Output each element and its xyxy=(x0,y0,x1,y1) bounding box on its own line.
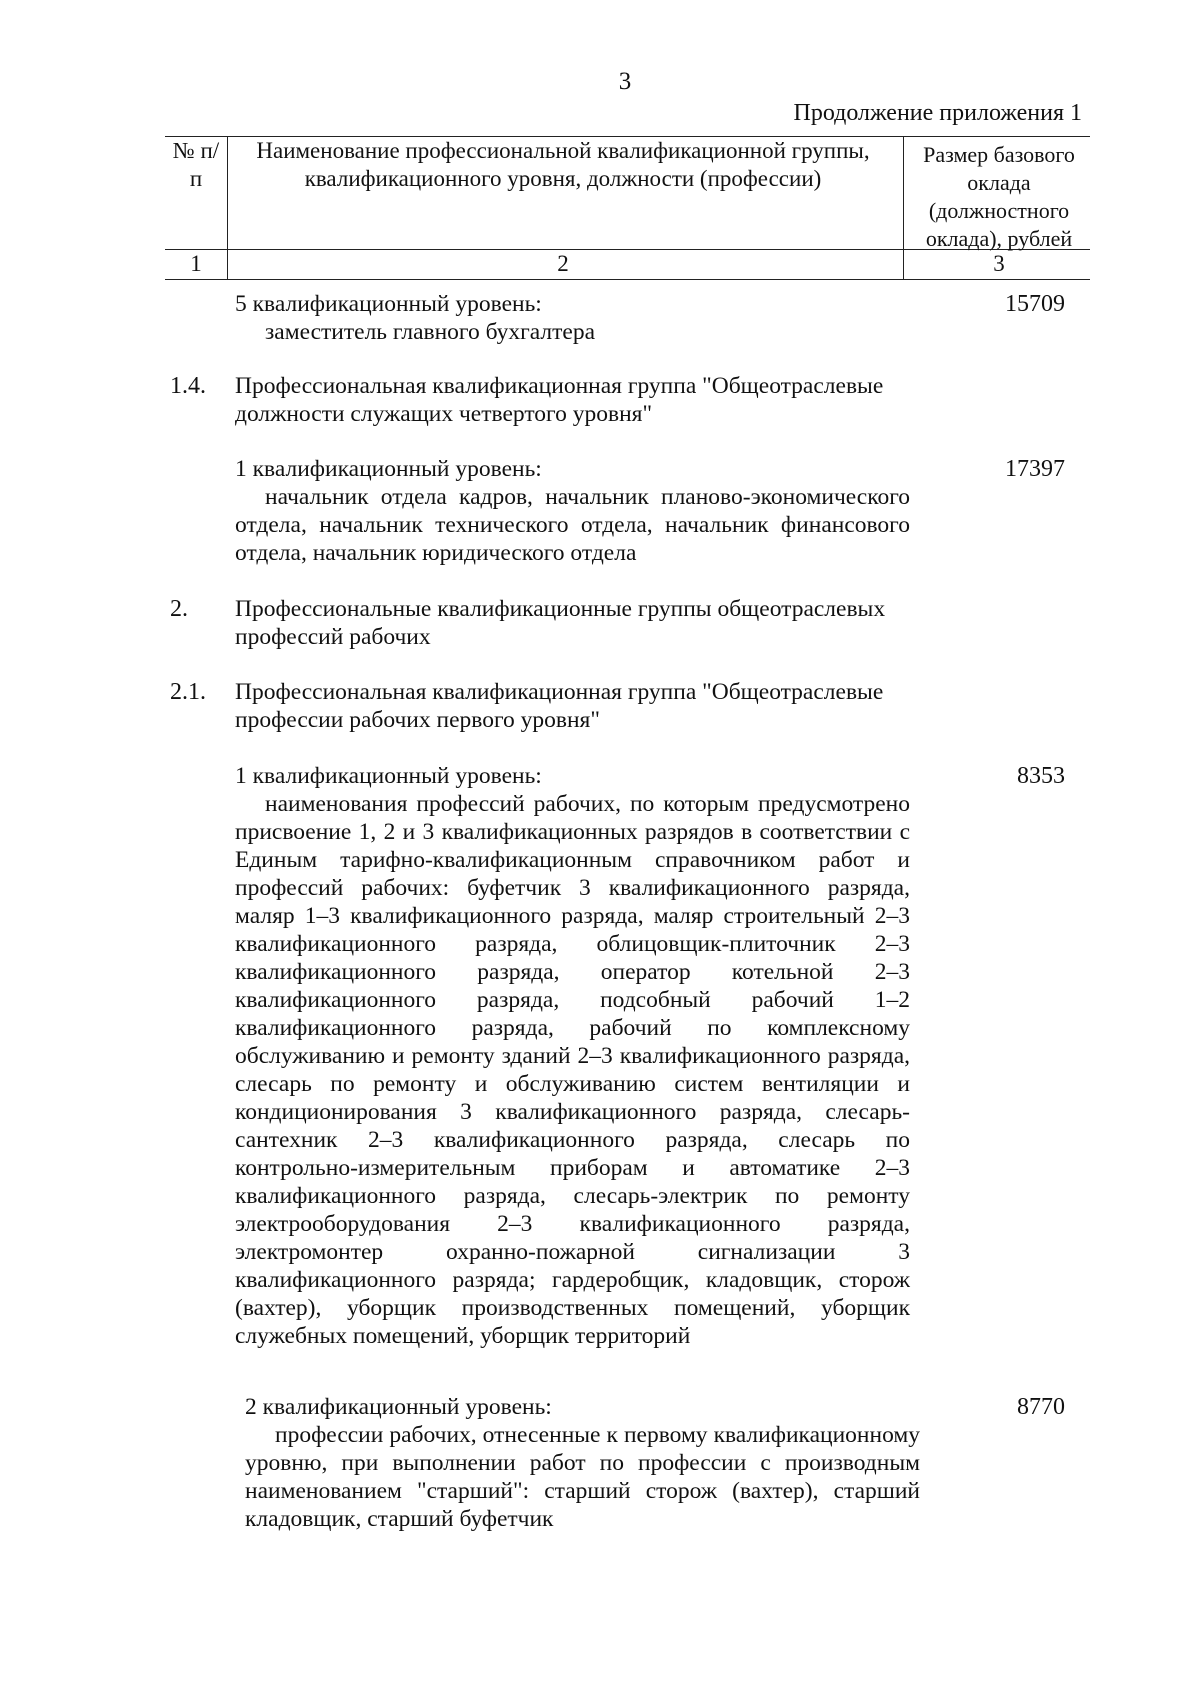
continuation-note: Продолжение приложения 1 xyxy=(793,100,1082,126)
group-title: Профессиональные квалификационные группы общеотраслевых профессий рабочих xyxy=(235,596,886,650)
entry-level xyxy=(235,455,910,567)
level-title: 1 квалификационный уровень: xyxy=(235,763,542,789)
entry-level xyxy=(245,1393,920,1533)
section-number: 1.4. xyxy=(170,373,206,399)
positions-text: начальник отдела кадров, начальник планово-экономического отдела, начальник технического отдела, начальник финансового отдела, начальник юридического отдела xyxy=(235,484,910,566)
header-col3-title: Размер базового оклада (должностного оклада), рублей xyxy=(923,142,1075,251)
positions-text: заместитель главного бухгалтера xyxy=(265,319,596,345)
entry-level xyxy=(235,762,910,1350)
header-col3-num: 3 xyxy=(993,251,1005,276)
group-title: Профессиональная квалификационная группа "Общеотраслевые должности служащих четвертого уровня" xyxy=(235,373,884,427)
page-number: 3 xyxy=(618,68,632,95)
header-col1-title: № п/п xyxy=(172,138,220,191)
section-number: 2.1. xyxy=(170,679,206,705)
header-col2-num: 2 xyxy=(557,251,569,276)
header-col2-title: Наименование профессиональной квалификационной группы, квалификационного уровня, должности (профессии) xyxy=(256,138,870,191)
level-title: 2 квалификационный уровень: xyxy=(245,1394,552,1420)
group-title: Профессиональная квалификационная группа "Общеотраслевые профессии рабочих первого уровня" xyxy=(235,679,884,733)
level-title: 5 квалификационный уровень: xyxy=(235,291,542,317)
header-col1-num: 1 xyxy=(190,251,202,276)
positions-text: профессии рабочих, отнесенные к первому квалификационному уровню, при выполнении работ по профессии с производным наименованием "старший": старший сторож (вахтер), старший кладовщик, старший буфетчик xyxy=(245,1422,920,1532)
salary-value: 15709 xyxy=(1005,291,1065,317)
section-number: 2. xyxy=(170,596,188,622)
entry-level xyxy=(235,290,910,346)
salary-value: 8353 xyxy=(1017,763,1065,789)
level-title: 1 квалификационный уровень: xyxy=(235,456,542,482)
salary-value: 17397 xyxy=(1005,456,1065,482)
salary-value: 8770 xyxy=(1017,1394,1065,1420)
table-header xyxy=(165,136,1090,280)
positions-text: наименования профессий рабочих, по которым предусмотрено присвоение 1, 2 и 3 квалификационных разрядов в соответствии с Единым тарифно-квалификационным справочником работ и профессий рабочих: буфетчик 3 квалификационного разряда, маляр 1–3 квалификационного разряда, маляр строительный 2–3 квалификационного разряда, облицовщик-плиточник 2–3 квалификационного разряда, оператор котельной 2–3 квалификационного разряда, подсобный рабочий 1–2 квалификационного разряда, рабочий по комплексному обслуживанию и ремонту зданий 2–3 квалификационного разряда, слесарь по ремонту и обслуживанию систем вентиляции и кондиционирования 3 квалификационного разряда, слесарь-сантехник 2–3 квалификационного разряда, слесарь по контрольно-измерительным приборам и автоматике 2–3 квалификационного разряда, слесарь-электрик по ремонту электрооборудования 2–3 квалификационного разряда, электромонтер охранно-пожарной сигнализации 3 квалификационного разряда; гардеробщик, кладовщик, сторож (вахтер), уборщик производственных помещений, уборщик служебных помещений, уборщик территорий xyxy=(235,791,910,1349)
